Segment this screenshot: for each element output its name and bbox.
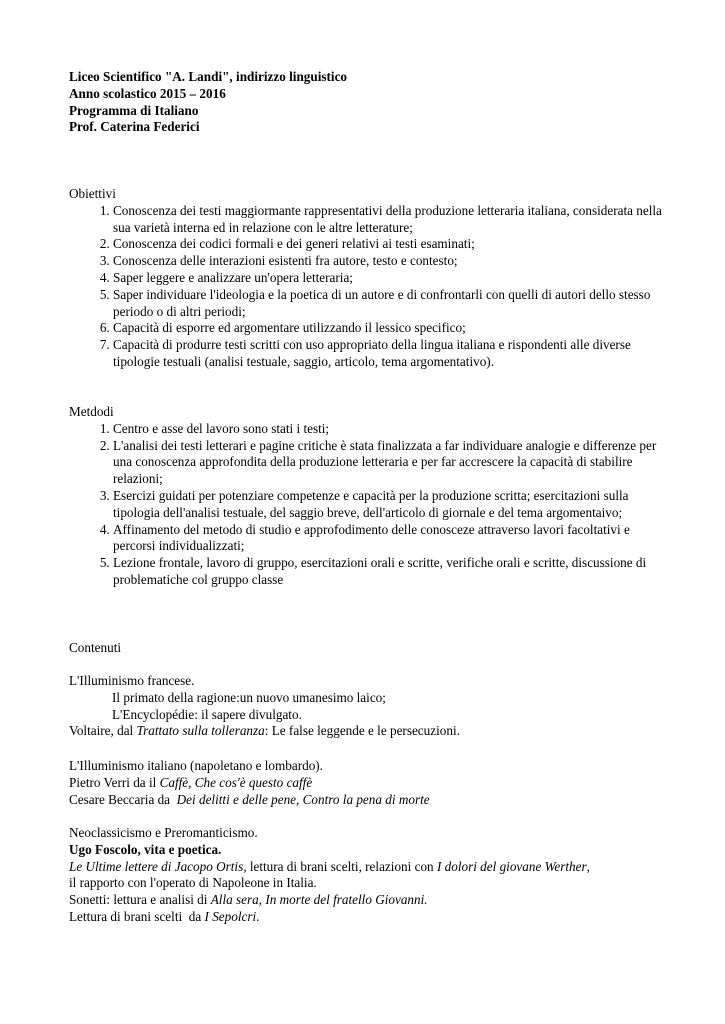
teacher-name: Prof. Caterina Federici	[69, 119, 200, 135]
subtopic: Il primato della ragione:un nuovo umanesimo laico;	[112, 689, 386, 705]
work-title: Le Ultime lettere di Jacopo Ortis,	[69, 858, 247, 874]
reading-detail: : Le false leggende e le persecuzioni.	[264, 723, 460, 739]
list-item: 3. Esercizi guidati per potenziare competenze e capacità per la produzione scritta; esercitazioni sulla tipologia dell'analisi testuale, del saggio breve, dell'articolo di giornale e del tema argomentaivo;	[113, 488, 669, 522]
obiettivi-title: Obiettivi	[69, 186, 116, 201]
reading-line	[69, 909, 669, 926]
topic-title: L'Illuminismo francese.	[69, 673, 195, 688]
reading-author: Cesare Beccaria da	[69, 791, 177, 807]
reading-detail: Sonetti: lettura e analisi di	[69, 892, 211, 908]
work-title: In morte del fratello Giovanni.	[265, 892, 428, 908]
metodi-section	[69, 404, 669, 589]
contenuti-title: Contenuti	[69, 640, 122, 655]
reading-line	[69, 859, 669, 876]
work-title: Dei delitti e delle pene, Contro la pena di morte	[176, 791, 430, 807]
work-title: I dolori del giovane Werther	[436, 858, 587, 874]
school-year: Anno scolastico 2015 – 2016	[69, 85, 226, 101]
list-item: 1. Centro e asse del lavoro sono stati i testi;	[113, 421, 669, 438]
subtopic: L'Encyclopédie: il sapere divulgato.	[112, 706, 302, 722]
work-title: Alla sera	[210, 892, 259, 908]
list-item: 2. Conoscenza dei codici formali e dei generi relativi ai testi esaminati;	[113, 236, 669, 253]
list-item: 4. Affinamento del metodo di studio e approfodimento delle conosceze attraverso lavori facoltativi e percorsi individualizzati;	[113, 522, 669, 556]
school-name: Liceo Scientifico "A. Landi", indirizzo linguistico	[69, 69, 348, 84]
reading-detail: ,	[586, 858, 590, 874]
list-item: 2. L'analisi dei testi letterari e pagine critiche è stata finalizzata a far individuare analogie e differenze per una conoscenza approfondita della produzione letteraria e per far accrescere la capacità di stabilire relazioni;	[113, 438, 669, 488]
metodi-list	[69, 421, 669, 589]
program-title: Programma di Italiano	[69, 102, 199, 118]
illuminismo-francese-block	[69, 673, 669, 740]
topic-title: Neoclassicismo e Preromanticismo.	[69, 825, 258, 840]
neoclassicismo-block	[69, 825, 669, 926]
reading-detail: ,	[258, 892, 266, 908]
reading-line	[69, 792, 669, 809]
reading-detail: Lettura di brani scelti da	[69, 908, 205, 924]
reading-author: Pietro Verri da il	[69, 774, 160, 790]
work-title: I Sepolcri	[204, 908, 257, 924]
obiettivi-section	[69, 186, 669, 371]
obiettivi-list	[69, 203, 669, 371]
topic-title: L'Illuminismo italiano (napoletano e lombardo).	[69, 758, 323, 773]
document-header	[69, 69, 347, 136]
list-item: 4. Saper leggere e analizzare un'opera letteraria;	[113, 270, 669, 287]
metodi-title: Metdodi	[69, 404, 114, 419]
reading-detail: lettura di brani scelti, relazioni con	[246, 858, 437, 874]
list-item: 7. Capacità di produrre testi scritti con uso appropriato della lingua italiana e rispondenti alle diverse tipologie testuali (analisi testuale, saggio, articolo, tema argomentativo).	[113, 337, 669, 371]
reading-line	[69, 892, 669, 909]
contenuti-section	[69, 640, 669, 657]
illuminismo-italiano-block	[69, 758, 669, 808]
work-title: Trattato sulla tolleranza	[136, 723, 265, 739]
reading-author: Voltaire, dal	[69, 723, 137, 739]
author-heading: Ugo Foscolo, vita e poetica.	[69, 841, 222, 857]
list-item: 5. Lezione frontale, lavoro di gruppo, esercitazioni orali e scritte, verifiche orali e scritte, discussione di problematiche col gruppo classe	[113, 555, 669, 589]
list-item: 1. Conoscenza dei testi maggiormante rappresentativi della produzione letteraria italiana, considerata nella sua varietà interna ed in relazione con le altre letterature;	[113, 203, 669, 237]
reading-line: il rapporto con l'operato di Napoleone in Italia.	[69, 875, 317, 891]
list-item: 5. Saper individuare l'ideologia e la poetica di un autore e di confrontarli con quelli di autori dello stesso periodo o di altri periodi;	[113, 287, 669, 321]
reading-detail: .	[256, 908, 260, 924]
list-item: 3. Conoscenza delle interazioni esistenti fra autore, testo e contesto;	[113, 253, 669, 270]
reading-line	[69, 775, 669, 792]
list-item: 6. Capacità di esporre ed argomentare utilizzando il lessico specifico;	[113, 320, 669, 337]
reading-line	[69, 723, 669, 740]
work-title: Caffè, Che cos'è questo caffè	[159, 774, 313, 790]
